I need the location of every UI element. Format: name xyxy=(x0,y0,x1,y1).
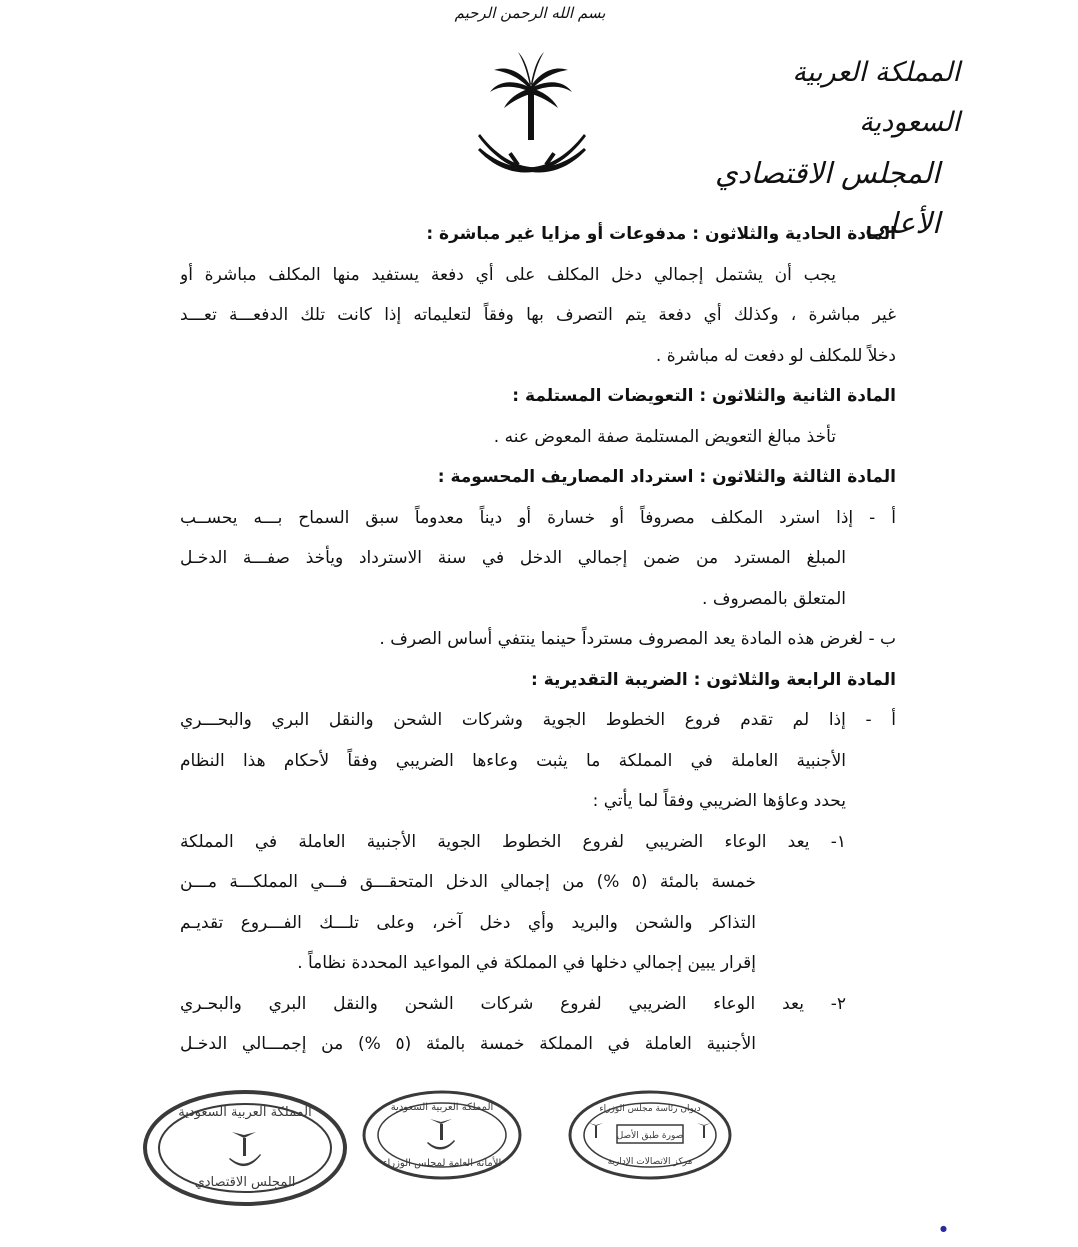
article-heading: المادة الحادية والثلاثون : مدفوعات أو مزايا غير مباشرة : xyxy=(426,224,896,244)
text-line: المبلغ المسترد من ضمن إجمالي الدخل في سنة الاسترداد ويأخذ صفـــة الدخـل xyxy=(180,548,846,568)
text-line: الأجنبية العاملة في المملكة ما يثبت وعاءها الضريبي وفقاً لأحكام هذا النظام xyxy=(180,750,846,771)
text-line: إقرار يبين إجمالي دخلها في المملكة في المواعيد المحددة نظاماً . xyxy=(297,953,756,973)
saudi-emblem-icon xyxy=(472,48,592,178)
article-heading: المادة الثالثة والثلاثون : استرداد المصاريف المحسومة : xyxy=(437,467,896,487)
text-line: ٢- يعد الوعاء الضريبي لفروع شركات الشحن والنقل البري والبحـري xyxy=(180,993,846,1014)
article-heading: المادة الرابعة والثلاثون : الضريبة التقديرية : xyxy=(531,669,896,690)
text-line: المتعلق بالمصروف . xyxy=(702,588,846,609)
stamp-middle-bottom: الأمانة العامة لمجلس الوزراء xyxy=(382,1158,502,1169)
basmala: بسم الله الرحمن الرحيم xyxy=(454,4,606,22)
text-line: ١- يعد الوعاء الضريبي لفروع الخطوط الجوية الأجنبية العاملة في المملكة xyxy=(180,831,846,852)
stamp-right xyxy=(565,1088,735,1183)
text-line: أ - إذا استرد المكلف مصروفاً أو خسارة أو ديناً معدوماً سبق السماح بـــه يحســب xyxy=(180,507,896,528)
text-line: تأخذ مبالغ التعويض المستلمة صفة المعوض عنه . xyxy=(493,426,836,447)
letterhead-kingdom: المملكة العربية السعودية xyxy=(792,57,960,138)
letterhead-council: المجلس الاقتصادي الأعلى xyxy=(715,156,940,240)
stamp-middle-emblem-icon xyxy=(427,1119,455,1150)
stamp-middle-top: المملكة العربية السعودية xyxy=(390,1102,494,1113)
stamp-right-bottom: مركز الاتصالات الإدارية xyxy=(607,1157,693,1167)
stamp-left-top: المملكة العربية السعودية xyxy=(178,1105,312,1120)
stamp-left-emblem-icon xyxy=(229,1132,261,1166)
stamp-right-center: صورة طبق الأصل xyxy=(616,1131,684,1141)
text-line: خمسة بالمئة (٥ %) من إجمالي الدخل المتحقـــق فـــي المملكـــة مـــن xyxy=(180,872,756,892)
corner-mark: ● xyxy=(940,1224,947,1233)
stamp-middle xyxy=(360,1088,525,1183)
document-body xyxy=(180,214,896,1065)
text-line: غير مباشرة ، وكذلك أي دفعة يتم التصرف بها وفقاً لتعليماته إذا كانت تلك الدفعـــة تعـــد xyxy=(180,305,896,325)
text-line: ب - لغرض هذه المادة يعد المصروف مسترداً حينما ينتفي أساس الصرف . xyxy=(379,629,896,649)
text-line: الأجنبية العاملة في المملكة خمسة بالمئة (٥ %) من إجمـــالي الدخـل xyxy=(180,1034,757,1054)
text-line: يجب أن يشتمل إجمالي دخل المكلف على أي دفعة يستفيد منها المكلف مباشرة أو xyxy=(180,264,836,285)
text-line: التذاكر والشحن والبريد وأي دخل آخر، وعلى تلـــك الفـــروع تقديـم xyxy=(180,912,756,933)
stamp-right-top: ديوان رئاسة مجلس الوزراء xyxy=(599,1104,701,1114)
text-line: أ - إذا لم تقدم فروع الخطوط الجوية وشركات الشحن والنقل البري والبحـــري xyxy=(180,710,896,730)
stamp-left xyxy=(140,1088,350,1208)
text-line: يحدد وعاؤها الضريبي وفقاً لما يأتي : xyxy=(592,791,846,811)
article-heading: المادة الثانية والثلاثون : التعويضات المستلمة : xyxy=(512,386,896,406)
text-line: دخلاً للمكلف لو دفعت له مباشرة . xyxy=(655,345,896,366)
stamp-left-bottom: المجلس الاقتصادي xyxy=(194,1175,296,1190)
